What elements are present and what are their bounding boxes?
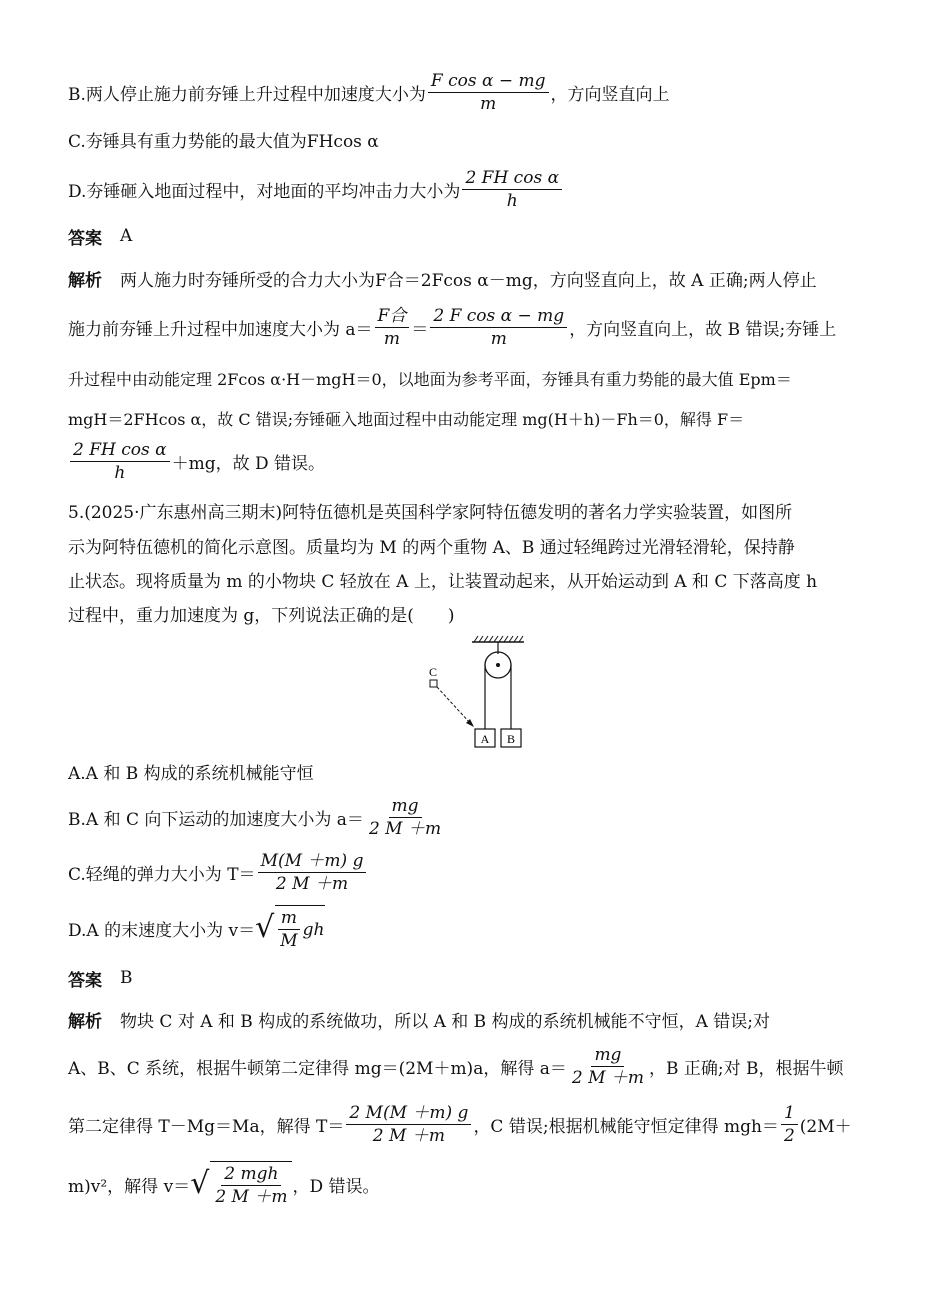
analysis-text: A、B、C 系统，根据牛顿第二定律得 mg＝(2M＋m)a，解得 a＝ bbox=[68, 1058, 567, 1079]
fraction-denominator: h bbox=[114, 462, 126, 483]
fraction-denominator: h bbox=[506, 190, 518, 211]
analysis-text: 两人施力时夯锤所受的合力大小为 bbox=[120, 270, 375, 291]
analysis-fraction bbox=[212, 1164, 290, 1207]
arrow-head-icon bbox=[466, 719, 474, 727]
q4-option-d-text: D.夯锤砸入地面过程中，对地面的平均冲击力大小为 bbox=[68, 181, 461, 202]
q4-option-b-suffix: ，方向竖直向上 bbox=[550, 84, 670, 105]
atwood-machine-diagram bbox=[374, 630, 574, 748]
q5-analysis-line-1 bbox=[68, 1000, 880, 1038]
analysis-text: 升过程中由动能定理 2Fcos α·H－mgH＝0，以地面为参考平面，夯锤具有重力势能的最大值 Epm＝ bbox=[68, 369, 792, 389]
q4-analysis-line-4 bbox=[68, 400, 880, 436]
analysis-text: ＝ bbox=[411, 319, 429, 340]
fraction-numerator: m bbox=[278, 908, 300, 930]
pulley-axle bbox=[496, 663, 500, 667]
analysis-fraction bbox=[70, 440, 170, 483]
answer-label: 答案 bbox=[68, 970, 102, 991]
analysis-text: ，D 错误。 bbox=[292, 1176, 380, 1197]
analysis-text: 物块 C 对 A 和 B 构成的系统做功，所以 A 和 B 构成的系统机械能不守恒，A 错误;对 bbox=[120, 1011, 770, 1032]
fraction-denominator: M bbox=[280, 931, 298, 951]
q5-stem-line-1 bbox=[68, 492, 880, 528]
fraction-numerator: mg bbox=[389, 796, 422, 818]
fraction-numerator: M(M ＋m) g bbox=[258, 851, 367, 873]
analysis-text: m)v²，解得 v＝ bbox=[68, 1176, 191, 1197]
q4-option-d-fraction bbox=[462, 168, 562, 211]
block-c-label: C bbox=[429, 665, 438, 679]
q5-option-c-fraction bbox=[258, 851, 367, 894]
radicand-tail: gh bbox=[302, 919, 325, 940]
block-c bbox=[430, 680, 437, 687]
q5-answer bbox=[68, 956, 880, 1000]
block-a-label: A bbox=[480, 732, 490, 746]
fraction-denominator: 2 M ＋m bbox=[275, 873, 349, 894]
analysis-text: F合＝2Fcos α－mg，方向竖直向上，故 A 正确;两人停止 bbox=[375, 270, 817, 291]
fraction-numerator: 2 M(M ＋m) g bbox=[346, 1103, 471, 1125]
q5-stem-line-4 bbox=[68, 596, 880, 630]
document-page bbox=[68, 70, 880, 1214]
analysis-text: 第二定律得 T－Mg＝Ma，解得 T＝ bbox=[68, 1116, 345, 1137]
q5-option-c bbox=[68, 844, 880, 900]
q5-stem-text: 止状态。现将质量为 m 的小物块 C 轻放在 A 上，让装置动起来，从开始运动到 A 和 C 下落高度 h bbox=[68, 571, 818, 592]
radicand bbox=[210, 1161, 292, 1207]
analysis-fraction bbox=[346, 1103, 471, 1146]
q4-option-c bbox=[68, 114, 880, 164]
fraction-numerator: 2 FH cos α bbox=[462, 168, 562, 190]
q4-option-b-fraction bbox=[428, 71, 549, 114]
analysis-fraction bbox=[430, 306, 567, 349]
q4-analysis-line-5 bbox=[68, 436, 880, 486]
q4-option-b bbox=[68, 70, 880, 114]
q5-stem-line-2 bbox=[68, 528, 880, 562]
fraction-denominator: 2 M ＋m bbox=[372, 1125, 445, 1146]
q5-option-a-text: A.A 和 B 构成的系统机械能守恒 bbox=[68, 763, 314, 784]
q5-stem-text: 示为阿特伍德机的简化示意图。质量均为 M 的两个重物 A、B 通过轻绳跨过光滑轻滑轮，保持静 bbox=[68, 537, 795, 558]
fraction-numerator: mg bbox=[591, 1045, 624, 1067]
atwood-machine-figure bbox=[68, 630, 880, 752]
c-path-arrow bbox=[437, 687, 471, 724]
analysis-fraction bbox=[569, 1045, 647, 1088]
q5-option-b-fraction bbox=[366, 796, 444, 839]
analysis-text: 施力前夯锤上升过程中加速度大小为 a＝ bbox=[68, 319, 373, 340]
fraction-numerator: F cos α − mg bbox=[428, 71, 549, 93]
q4-analysis-line-3 bbox=[68, 356, 880, 400]
analysis-label: 解析 bbox=[68, 1011, 102, 1032]
q5-option-d-fraction bbox=[277, 908, 300, 951]
q5-analysis-line-4 bbox=[68, 1154, 880, 1214]
q5-option-b-text: B.A 和 C 向下运动的加速度大小为 a＝ bbox=[68, 809, 364, 830]
q5-option-d-text: D.A 的末速度大小为 v＝ bbox=[68, 920, 256, 941]
half-fraction bbox=[781, 1103, 798, 1146]
analysis-text: mgH＝2FHcos α，故 C 错误;夯锤砸入地面过程中由动能定理 mg(H＋h)－Fh＝0，解得 F＝ bbox=[68, 409, 745, 429]
q4-answer bbox=[68, 214, 880, 258]
fraction-numerator: F合 bbox=[375, 306, 410, 328]
analysis-text: ＋mg，故 D 错误。 bbox=[171, 453, 326, 474]
q5-analysis-line-3 bbox=[68, 1094, 880, 1154]
analysis-text: ，B 正确;对 B，根据牛顿 bbox=[649, 1058, 844, 1079]
answer-value: B bbox=[120, 968, 133, 988]
analysis-label: 解析 bbox=[68, 270, 102, 291]
ceiling-hatching bbox=[474, 636, 523, 642]
q4-option-c-text: C.夯锤具有重力势能的最大值为FHcos α bbox=[68, 131, 379, 152]
analysis-text: (2M＋ bbox=[799, 1116, 852, 1137]
q4-option-d bbox=[68, 164, 880, 214]
q5-stem-text: 过程中，重力加速度为 g，下列说法正确的是( ) bbox=[68, 605, 455, 626]
q5-option-d bbox=[68, 900, 880, 956]
q4-analysis-line-1 bbox=[68, 258, 880, 298]
fraction-numerator: 1 bbox=[781, 1103, 798, 1125]
answer-label: 答案 bbox=[68, 228, 102, 249]
radical-sign: √ bbox=[255, 910, 275, 945]
fraction-denominator: 2 M ＋m bbox=[571, 1067, 645, 1088]
fraction-denominator: m bbox=[480, 93, 497, 114]
analysis-sqrt bbox=[190, 1161, 292, 1207]
q5-option-c-text: C.轻绳的弹力大小为 T＝ bbox=[68, 864, 256, 885]
q5-option-a bbox=[68, 752, 880, 790]
q5-option-b bbox=[68, 790, 880, 844]
q5-stem-text: 5.(2025·广东惠州高三期末)阿特伍德机是英国科学家阿特伍德发明的著名力学实验装置，如图所 bbox=[68, 502, 793, 523]
radicand bbox=[275, 905, 324, 951]
q4-analysis-line-2 bbox=[68, 298, 880, 356]
fraction-denominator: 2 bbox=[783, 1125, 795, 1146]
fraction-denominator: m bbox=[383, 328, 400, 349]
fraction-numerator: 2 F cos α − mg bbox=[430, 306, 567, 328]
fraction-numerator: 2 mgh bbox=[221, 1164, 281, 1186]
analysis-fraction bbox=[375, 306, 410, 349]
fraction-denominator: 2 M ＋m bbox=[215, 1187, 288, 1207]
analysis-text: ，方向竖直向上，故 B 错误;夯锤上 bbox=[569, 319, 837, 340]
answer-value: A bbox=[120, 226, 133, 246]
fraction-numerator: 2 FH cos α bbox=[70, 440, 170, 462]
q5-analysis-line-2 bbox=[68, 1038, 880, 1094]
radical-sign: √ bbox=[190, 1166, 210, 1201]
block-b-label: B bbox=[506, 732, 516, 746]
q5-stem-line-3 bbox=[68, 562, 880, 596]
fraction-denominator: 2 M ＋m bbox=[368, 818, 442, 839]
q4-option-b-text: B.两人停止施力前夯锤上升过程中加速度大小为 bbox=[68, 84, 426, 105]
q5-option-d-sqrt bbox=[255, 905, 324, 951]
fraction-denominator: m bbox=[490, 328, 507, 349]
analysis-text: ，C 错误;根据机械能守恒定律得 mgh＝ bbox=[473, 1116, 779, 1137]
